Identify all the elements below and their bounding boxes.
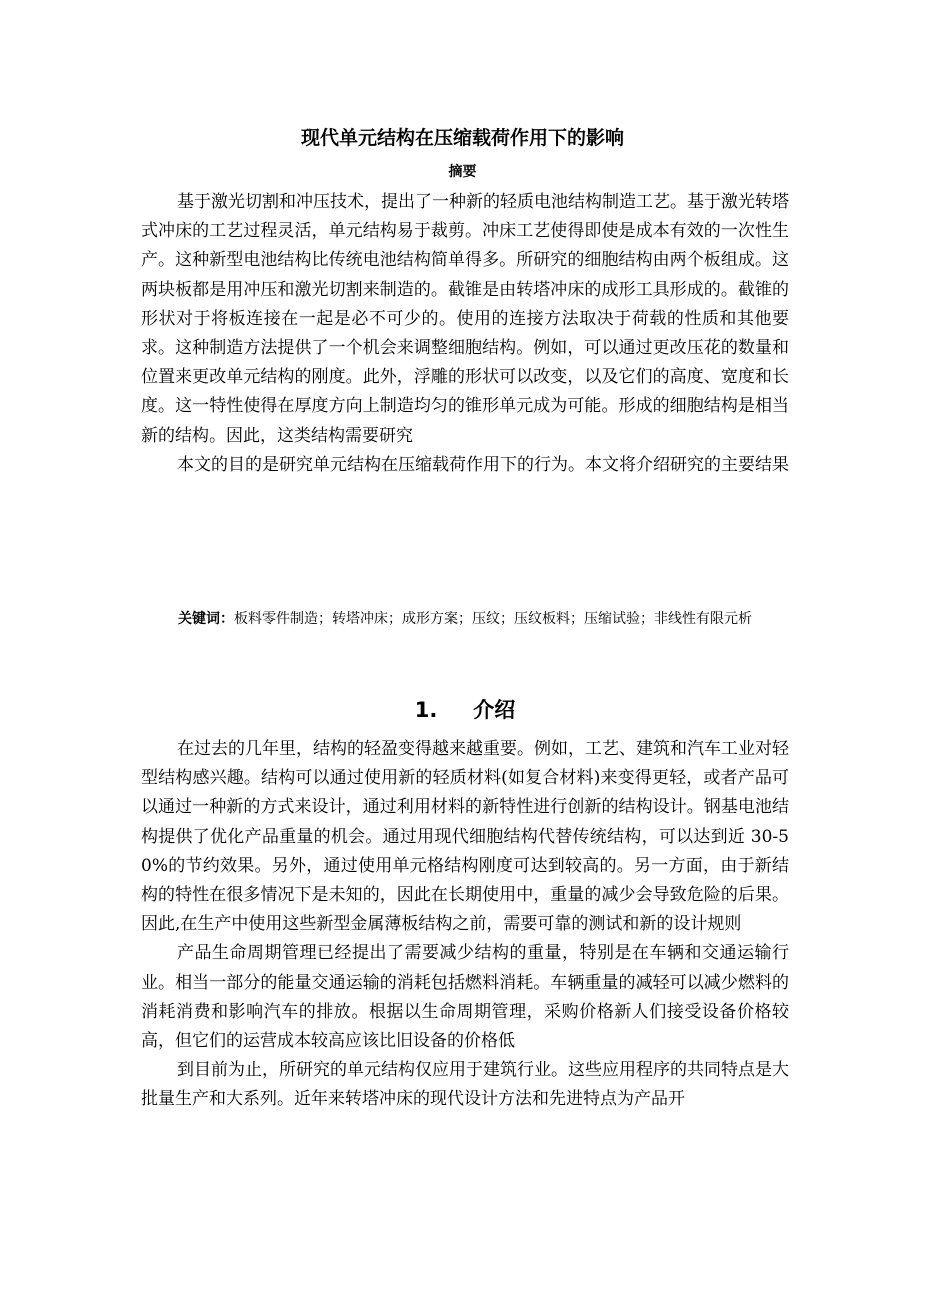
intro-paragraph: 产品生命周期管理已经提出了需要减少结构的重量，特别是在车辆和交通运输行业。相当一部分的能量交通运输的消耗包括燃料消耗。车辆重量的减轻可以减少燃料的消耗消费和影响汽车的排放。根据以生命周期管理，采购价格新人们接受设备价格较高，但它们的运营成本较高应该比旧设备的价格低 [141, 943, 789, 1052]
document-title: 现代单元结构在压缩载荷作用下的影响 [300, 127, 624, 149]
section-heading [141, 694, 789, 726]
abstract-paragraph: 本文的目的是研究单元结构在压缩载荷作用下的行为。本文将介绍研究的主要结果 [177, 454, 789, 475]
keywords [141, 608, 789, 631]
introduction-body [141, 735, 789, 1115]
abstract-heading: 摘要 [448, 164, 477, 180]
section-title: 介绍 [473, 698, 516, 722]
section-number: 1. [414, 698, 438, 722]
keywords-text: 板料零件制造；转塔冲床；成形方案；压纹；压纹板料；压缩试验；非线性有限元析 [234, 611, 752, 627]
intro-paragraph: 在过去的几年里，结构的轻盈变得越来越重要。例如，工艺、建筑和汽车工业对轻型结构感兴趣。结构可以通过使用新的轻质材料(如复合材料)来变得更轻，或者产品可以通过一种新的方式来设计，通过利用材料的新特性进行创新的结构设计。钢基电池结构提供了优化产品重量的机会。通过用现代细胞结构代替传统结构，可以达到近 30-50%的节约效果。另外，通过使用单元格结构刚度可达到较高的。另一方面，由于新结构的特性在很多情况下是未知的，因此在长期使用中，重量的减少会导致危险的后果。因此,在生产中使用这些新型金属薄板结构之前，需要可靠的测试和新的设计规则 [141, 739, 789, 935]
abstract-body [141, 188, 789, 480]
abstract-paragraph: 基于激光切割和冲压技术，提出了一种新的轻质电池结构制造工艺。基于激光转塔式冲床的工艺过程灵活，单元结构易于裁剪。冲床工艺使得即使是成本有效的一次性生产。这种新型电池结构比传统电池结构简单得多。所研究的细胞结构由两个板组成。这两块板都是用冲压和激光切割来制造的。截锥是由转塔冲床的成形工具形成的。截锥的形状对于将板连接在一起是必不可少的。使用的连接方法取决于荷载的性质和其他要求。这种制造方法提供了一个机会来调整细胞结构。例如，可以通过更改压花的数量和位置来更改单元结构的刚度。此外，浮雕的形状可以改变，以及它们的高度、宽度和长度。这一特性使得在厚度方向上制造均匀的锥形单元成为可能。形成的细胞结构是相当新的结构。因此，这类结构需要研究 [141, 192, 789, 446]
intro-paragraph: 到目前为止，所研究的单元结构仅应用于建筑行业。这些应用程序的共同特点是大批量生产和大系列。近年来转塔冲床的现代设计方法和先进特点为产品开 [141, 1060, 789, 1110]
keywords-label: 关键词： [178, 611, 234, 627]
